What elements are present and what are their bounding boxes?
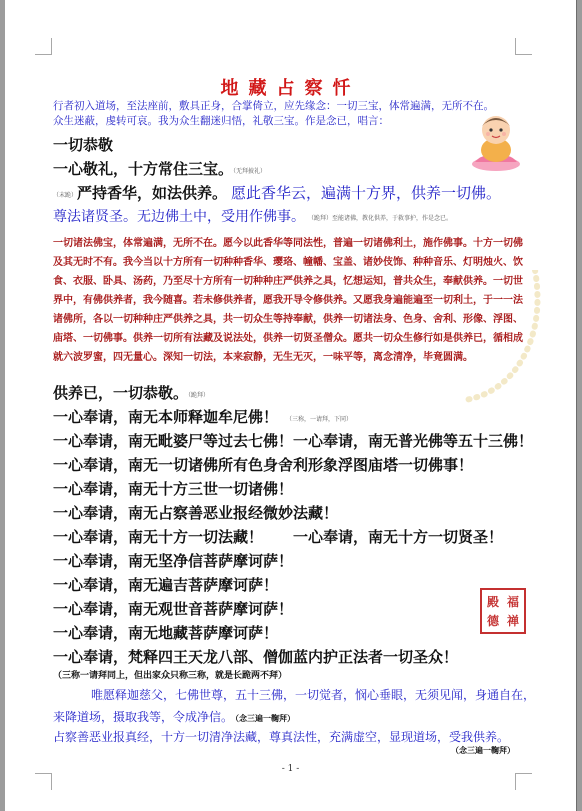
document-page [5, 0, 577, 811]
line-offering-verse-2 [53, 206, 452, 226]
line-aspiration-2-text: 来降道场，摄取我等，令成净信。 [53, 710, 234, 724]
seal-char-1: 福 [506, 595, 519, 609]
line-invoke-samantabhadra: 一心奉请，南无遍吉菩萨摩诃萨！ [53, 576, 279, 594]
document-title: 地藏占察忏 [220, 78, 361, 99]
offering-contemplation-paragraph: 一切诸法佛宝，体常遍满，无所不在。愿今以此香华等同法性，普遍一切诸佛利土，施作佛事。十方一切佛及其无时不有。我今当以十方所有一切种种香华、璎珞、幢幡、宝盖、诸妙伎饰、种种音乐、灯明烛火、饮食、衣服、卧具、汤药，乃至尽十方所有一切种种庄严供养之具，忆想运知，普共众生，奉献供养。一切世界中，有佛供养者，我今随喜。若未修供养者，愿我开导令修供养。又愿我身遍能遍至一切利土，于一一法诸佛所，各以一切种种庄严供养之具，共一切众生等持奉献，供养一切诸法身、色身、舍利、形像、浮图、庙塔、一切佛事。供养一切所有法藏及说法处，供养一切贤圣僧众。愿共一切众生修行如是供养已，循相成就六波罗蜜，四无量心。深知一切法，本来寂静，无生无灭，一味平等，离念清净，毕竟圆满。 [53, 238, 523, 363]
line-offering-verse: 愿此香华云，遍满十方界，供养一切佛。 [231, 184, 502, 202]
intro-line-1: 行者初入道场，至法座前，敷具正身，合掌倚立，应先缘念：一切三宝，体常遍满，无所不在。 [53, 100, 494, 112]
line-invoke-fifty-three-buddhas: 一心奉请，南无普光佛等五十三佛！ [293, 432, 534, 450]
line-sutra-invocation: 占察善恶业报真经，十方一切清净法藏，尊真法性，充满虚空，显现道场，受我供养。 [53, 730, 510, 744]
line-instruction-note: （三称一请拜同上，但出家众只称三称，就是长跪两不拜） [53, 671, 288, 681]
crop-mark-top-left [35, 38, 52, 55]
line-respect-all: 一切恭敬 [53, 136, 114, 154]
crop-mark-top-right [515, 38, 532, 55]
line-offering-complete-text: 供养已，一切恭敬。 [53, 384, 189, 402]
line-invoke-firm-faith: 一心奉请，南无坚净信菩萨摩诃萨！ [53, 552, 294, 570]
line-invoke-seven-buddhas: 一心奉请，南无毗婆尸等过去七佛！ [53, 432, 294, 450]
line-sutra-invocation-note: （念三遍一鞠拜） [451, 745, 515, 755]
seal-char-4: 德 [487, 614, 500, 628]
crop-mark-bottom-right [515, 773, 532, 790]
line-invoke-protectors: 一心奉请，梵释四王天龙八部、僧伽蓝内护正法者一切圣众！ [53, 648, 459, 666]
buddha-illustration [469, 112, 523, 172]
line-invoke-dharma: 一心奉请，南无十方一切法藏！ [53, 528, 264, 546]
intro-line-2: 众生迷蔽，虔转可哀。我为众生翻迷归悟，礼敬三宝。作是念已，唱言： [53, 115, 389, 127]
line-offering-complete-note: （跪拜） [188, 392, 210, 399]
line-aspiration-1: 唯愿释迦慈父，七佛世尊，五十三佛，一切觉者，悯心垂眼，无须见闻，身通自在， [91, 688, 536, 702]
line-offering-verse-2-note: （跪拜）至能诸佛，教化供养，于救事护，作是念已。 [311, 215, 453, 222]
line-offering-text: 严持香华，如法供养。 [77, 184, 228, 202]
line-offering-complete [53, 382, 209, 403]
line-offering-verse-2-text: 尊法诸贤圣。无边佛土中，受用作佛事。 [53, 209, 305, 225]
line-aspiration-2-note: （念三遍一鞠拜） [235, 713, 296, 723]
line-invoke-all-buddhas: 一心奉请，南无十方三世一切诸佛！ [53, 480, 294, 498]
line-offering-pre: （末跪） [53, 192, 78, 199]
line-invoke-avalokiteshvara: 一心奉请，南无观世音菩萨摩诃萨！ [53, 600, 294, 618]
line-invoke-sutra: 一心奉请，南无占察善恶业报经微妙法藏！ [53, 504, 339, 522]
page-number: - 1 - [281, 764, 300, 774]
crop-mark-bottom-left [35, 773, 52, 790]
line-invoke-shakyamuni-text: 一心奉请，南无本师释迦牟尼佛！ [53, 408, 279, 426]
line-invoke-shakyamuni-note: （三称，一请拜，下同） [286, 416, 353, 423]
line-offering [53, 182, 501, 203]
line-invoke-sages: 一心奉请，南无十方一切贤圣！ [293, 528, 504, 546]
line-invoke-ksitigarbha: 一心奉请，南无地藏菩萨摩诃萨！ [53, 624, 279, 642]
red-seal-stamp [480, 588, 526, 634]
line-aspiration-2 [53, 708, 295, 725]
line-homage-triple-gem [53, 158, 266, 179]
seal-char-2: 禅 [506, 614, 519, 628]
line-homage-text: 一心敬礼，十方常住三宝。 [53, 160, 234, 178]
line-homage-note: （无拜披礼） [233, 168, 267, 175]
line-invoke-shakyamuni [53, 406, 352, 427]
line-invoke-relics: 一心奉请，南无一切诸佛所有色身舍利形象浮图庙塔一切佛事！ [53, 456, 474, 474]
seal-char-3: 殿 [487, 595, 500, 609]
